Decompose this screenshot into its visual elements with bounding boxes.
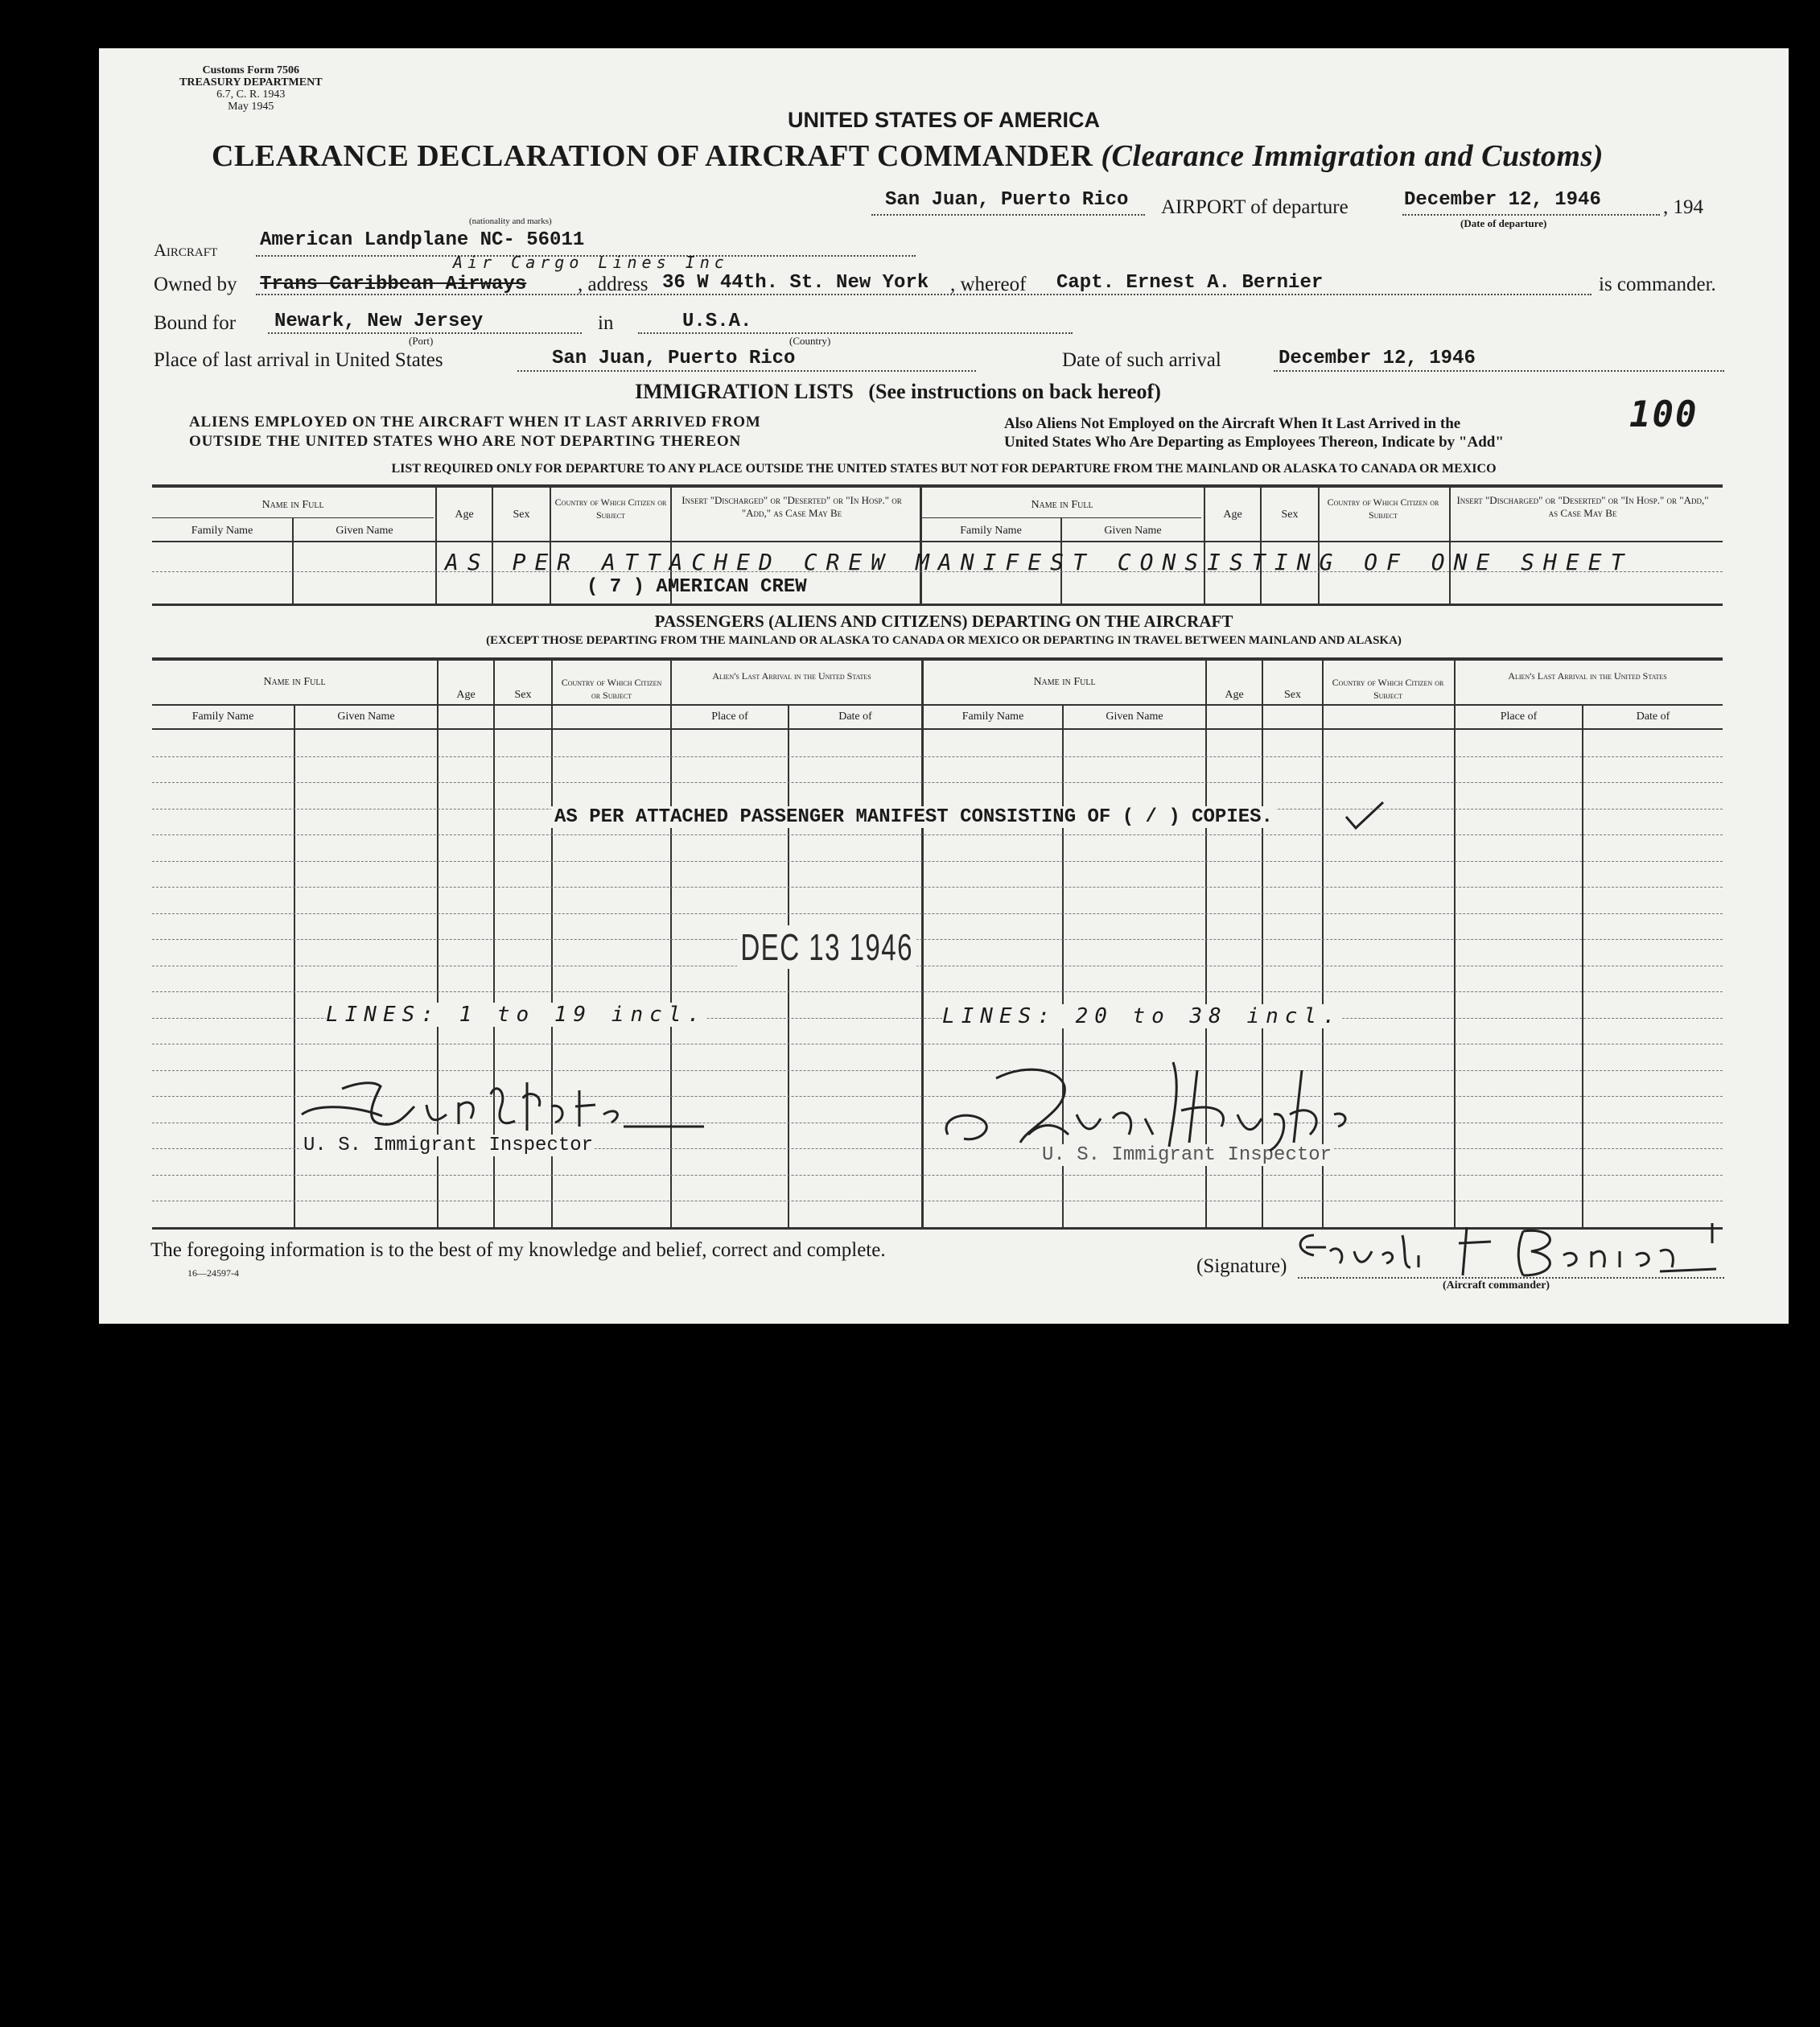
table-row-line bbox=[152, 1175, 1723, 1176]
year-label: , 194 bbox=[1663, 196, 1703, 218]
country-caption: (Country) bbox=[789, 335, 831, 347]
pass-date-header-right: Date of bbox=[1636, 711, 1670, 723]
country-title: UNITED STATES OF AMERICA bbox=[788, 108, 1100, 132]
pass-given-name-header: Given Name bbox=[337, 711, 395, 723]
pass-given-name-header-right: Given Name bbox=[1106, 711, 1163, 723]
inspector-right-signature bbox=[932, 1038, 1431, 1159]
lines-right-note: LINES: 20 to 38 incl. bbox=[942, 1004, 1342, 1028]
pass-sex-header: Sex bbox=[514, 689, 532, 701]
form-id-line: Customs Form 7506 bbox=[202, 64, 300, 76]
in-label: in bbox=[598, 312, 614, 334]
date-stamp: DEC 13 1946 bbox=[737, 925, 916, 969]
pass-family-name-header-right: Family Name bbox=[961, 711, 1024, 723]
pass-family-name-header: Family Name bbox=[191, 711, 254, 723]
footer-statement: The foregoing information is to the best of my knowledge and belief, correct and complete. bbox=[150, 1239, 886, 1261]
form-title bbox=[212, 138, 1604, 174]
aircraft-label: Aircraft bbox=[154, 240, 218, 260]
pass-country-header-right: Country of Which Citizen or Subject bbox=[1332, 677, 1444, 701]
crew-family-name-header-right: Family Name bbox=[960, 525, 1022, 537]
last-arrival-value: San Juan, Puerto Rico bbox=[552, 348, 796, 369]
table-row-line bbox=[152, 939, 1723, 940]
immigration-heading-text: IMMIGRATION LISTS bbox=[635, 380, 854, 403]
immigration-heading-note: (See instructions on back hereof) bbox=[868, 380, 1161, 403]
aircraft-value: American Landplane NC- 56011 bbox=[260, 229, 585, 251]
immigration-left-line: ALIENS EMPLOYED ON THE AIRCRAFT WHEN IT LAST ARRIVED FROM bbox=[189, 414, 761, 431]
immigration-right-line: Also Aliens Not Employed on the Aircraft When It Last Arrived in the bbox=[1004, 415, 1461, 432]
immigration-right-note bbox=[1004, 414, 1504, 451]
table-row-line bbox=[152, 887, 1723, 888]
list-required-note: LIST REQUIRED ONLY FOR DEPARTURE TO ANY PLACE OUTSIDE THE UNITED STATES BUT NOT FOR DEPARTURE FROM THE MAINLAND OR ALASKA TO CANADA OR MEXICO bbox=[391, 462, 1497, 476]
pass-name-header-right: Name in Full bbox=[1033, 676, 1096, 688]
departure-date-value: December 12, 1946 bbox=[1404, 189, 1601, 211]
crew-sex-header-right: Sex bbox=[1281, 509, 1299, 521]
immigration-left-line: OUTSIDE THE UNITED STATES WHO ARE NOT DEPARTING THEREON bbox=[189, 433, 741, 450]
last-arrival-label: Place of last arrival in United States bbox=[154, 349, 443, 371]
immigration-heading bbox=[635, 380, 1161, 404]
pass-last-arrival-header-right: Alien's Last Arrival in the United States bbox=[1508, 670, 1667, 682]
pass-name-header: Name in Full bbox=[263, 676, 326, 688]
table-row-line bbox=[152, 861, 1723, 862]
crew-insert-header-right: Insert "Discharged" or "Deserted" or "In Hosp." or "Add," as Case May Be bbox=[1456, 494, 1709, 519]
crew-sex-header: Sex bbox=[513, 509, 530, 521]
form-id-line: TREASURY DEPARTMENT bbox=[179, 76, 323, 89]
passenger-manifest-note: AS PER ATTACHED PASSENGER MANIFEST CONSISTING OF ( / ) COPIES. bbox=[551, 806, 1276, 828]
departure-airport-value: San Juan, Puerto Rico bbox=[885, 189, 1129, 211]
table-row-line bbox=[152, 782, 1723, 783]
crew-country-header-right: Country of Which Citizen or Subject bbox=[1327, 496, 1439, 521]
form-identifier bbox=[179, 64, 323, 113]
table-row-line bbox=[152, 991, 1723, 992]
crew-family-name-header: Family Name bbox=[191, 525, 253, 537]
crew-age-header: Age bbox=[455, 509, 474, 521]
pass-date-header: Date of bbox=[838, 711, 872, 723]
inspector-left-signature bbox=[286, 1058, 704, 1147]
crew-handwritten-note: AS PER ATTACHED CREW MANIFEST CONSISTING OF ONE SHEET bbox=[445, 549, 1633, 575]
passengers-heading: PASSENGERS (ALIENS AND CITIZENS) DEPARTING ON THE AIRCRAFT bbox=[654, 612, 1233, 631]
pass-last-arrival-header: Alien's Last Arrival in the United States bbox=[712, 670, 871, 682]
aircraft-caption: (nationality and marks) bbox=[469, 216, 552, 226]
form-id-line: 6.7, C. R. 1943 bbox=[216, 89, 286, 101]
table-row-line bbox=[152, 756, 1723, 757]
address-label: , address bbox=[578, 274, 649, 295]
port-caption: (Port) bbox=[409, 335, 434, 347]
crew-given-name-header: Given Name bbox=[336, 525, 393, 537]
immigration-left-note bbox=[189, 413, 761, 451]
table-row-line bbox=[152, 834, 1723, 835]
owner-value: Trans Caribbean Airways bbox=[260, 274, 527, 295]
crew-name-header-right: Name in Full bbox=[1031, 499, 1093, 511]
form-number: 16—24597-4 bbox=[187, 1267, 239, 1279]
inspector-left-title: U. S. Immigrant Inspector bbox=[303, 1135, 594, 1156]
arrival-date-label: Date of such arrival bbox=[1062, 349, 1221, 371]
owner-handwritten: Air Cargo Lines Inc bbox=[453, 253, 729, 272]
form-title-main: CLEARANCE DECLARATION OF AIRCRAFT COMMANDER bbox=[212, 139, 1093, 173]
clearance-declaration-form bbox=[99, 48, 1789, 1324]
form-title-sub: (Clearance Immigration and Customs) bbox=[1101, 139, 1604, 173]
address-value: 36 W 44th. St. New York bbox=[662, 272, 929, 294]
crew-age-header-right: Age bbox=[1223, 509, 1242, 521]
owned-by-label: Owned by bbox=[154, 274, 237, 295]
departure-airport-label: AIRPORT of departure bbox=[1161, 196, 1349, 218]
departure-date-caption: (Date of departure) bbox=[1460, 217, 1547, 229]
signature-label: (Signature) bbox=[1196, 1255, 1287, 1277]
crew-country-header: Country of Which Citizen or Subject bbox=[554, 496, 667, 521]
table-row-line bbox=[152, 913, 1723, 914]
arrival-date-value: December 12, 1946 bbox=[1279, 348, 1476, 369]
pass-sex-header-right: Sex bbox=[1284, 689, 1301, 701]
check-mark bbox=[1344, 801, 1385, 833]
bound-for-label: Bound for bbox=[154, 312, 237, 334]
pass-age-header: Age bbox=[456, 689, 476, 701]
bound-country-value: U.S.A. bbox=[682, 311, 752, 332]
form-id-line: May 1945 bbox=[228, 101, 274, 113]
lines-left-note: LINES: 1 to 19 incl. bbox=[326, 1003, 707, 1027]
crew-typed-note: ( 7 ) AMERICAN CREW bbox=[587, 576, 807, 598]
inspector-right-title: U. S. Immigrant Inspector bbox=[1042, 1144, 1332, 1166]
pass-place-header-right: Place of bbox=[1500, 711, 1538, 723]
bound-port-value: Newark, New Jersey bbox=[274, 311, 484, 332]
commander-value: Capt. Ernest A. Bernier bbox=[1056, 272, 1324, 294]
crew-given-name-header-right: Given Name bbox=[1104, 525, 1162, 537]
commander-label: is commander. bbox=[1599, 274, 1716, 295]
signature-caption: (Aircraft commander) bbox=[1443, 1279, 1550, 1292]
commander-signature bbox=[1282, 1219, 1732, 1283]
crew-name-header: Name in Full bbox=[261, 499, 324, 511]
immigration-right-line: United States Who Are Departing as Employees Thereon, Indicate by "Add" bbox=[1004, 434, 1504, 451]
pass-age-header-right: Age bbox=[1225, 689, 1244, 701]
passengers-subheading: (EXCEPT THOSE DEPARTING FROM THE MAINLAND OR ALASKA TO CANADA OR MEXICO OR DEPARTING IN TRAVEL BETWEEN MAINLAND AND ALASKA) bbox=[486, 634, 1402, 647]
whereof-label: , whereof bbox=[950, 274, 1027, 295]
pass-country-header: Country of Which Citizen or Subject bbox=[561, 677, 662, 701]
pass-place-header: Place of bbox=[711, 711, 748, 723]
crew-insert-header: Insert "Discharged" or "Deserted" or "In Hosp." or "Add," as Case May Be bbox=[681, 494, 902, 519]
immigration-number: 100 bbox=[1629, 394, 1699, 435]
